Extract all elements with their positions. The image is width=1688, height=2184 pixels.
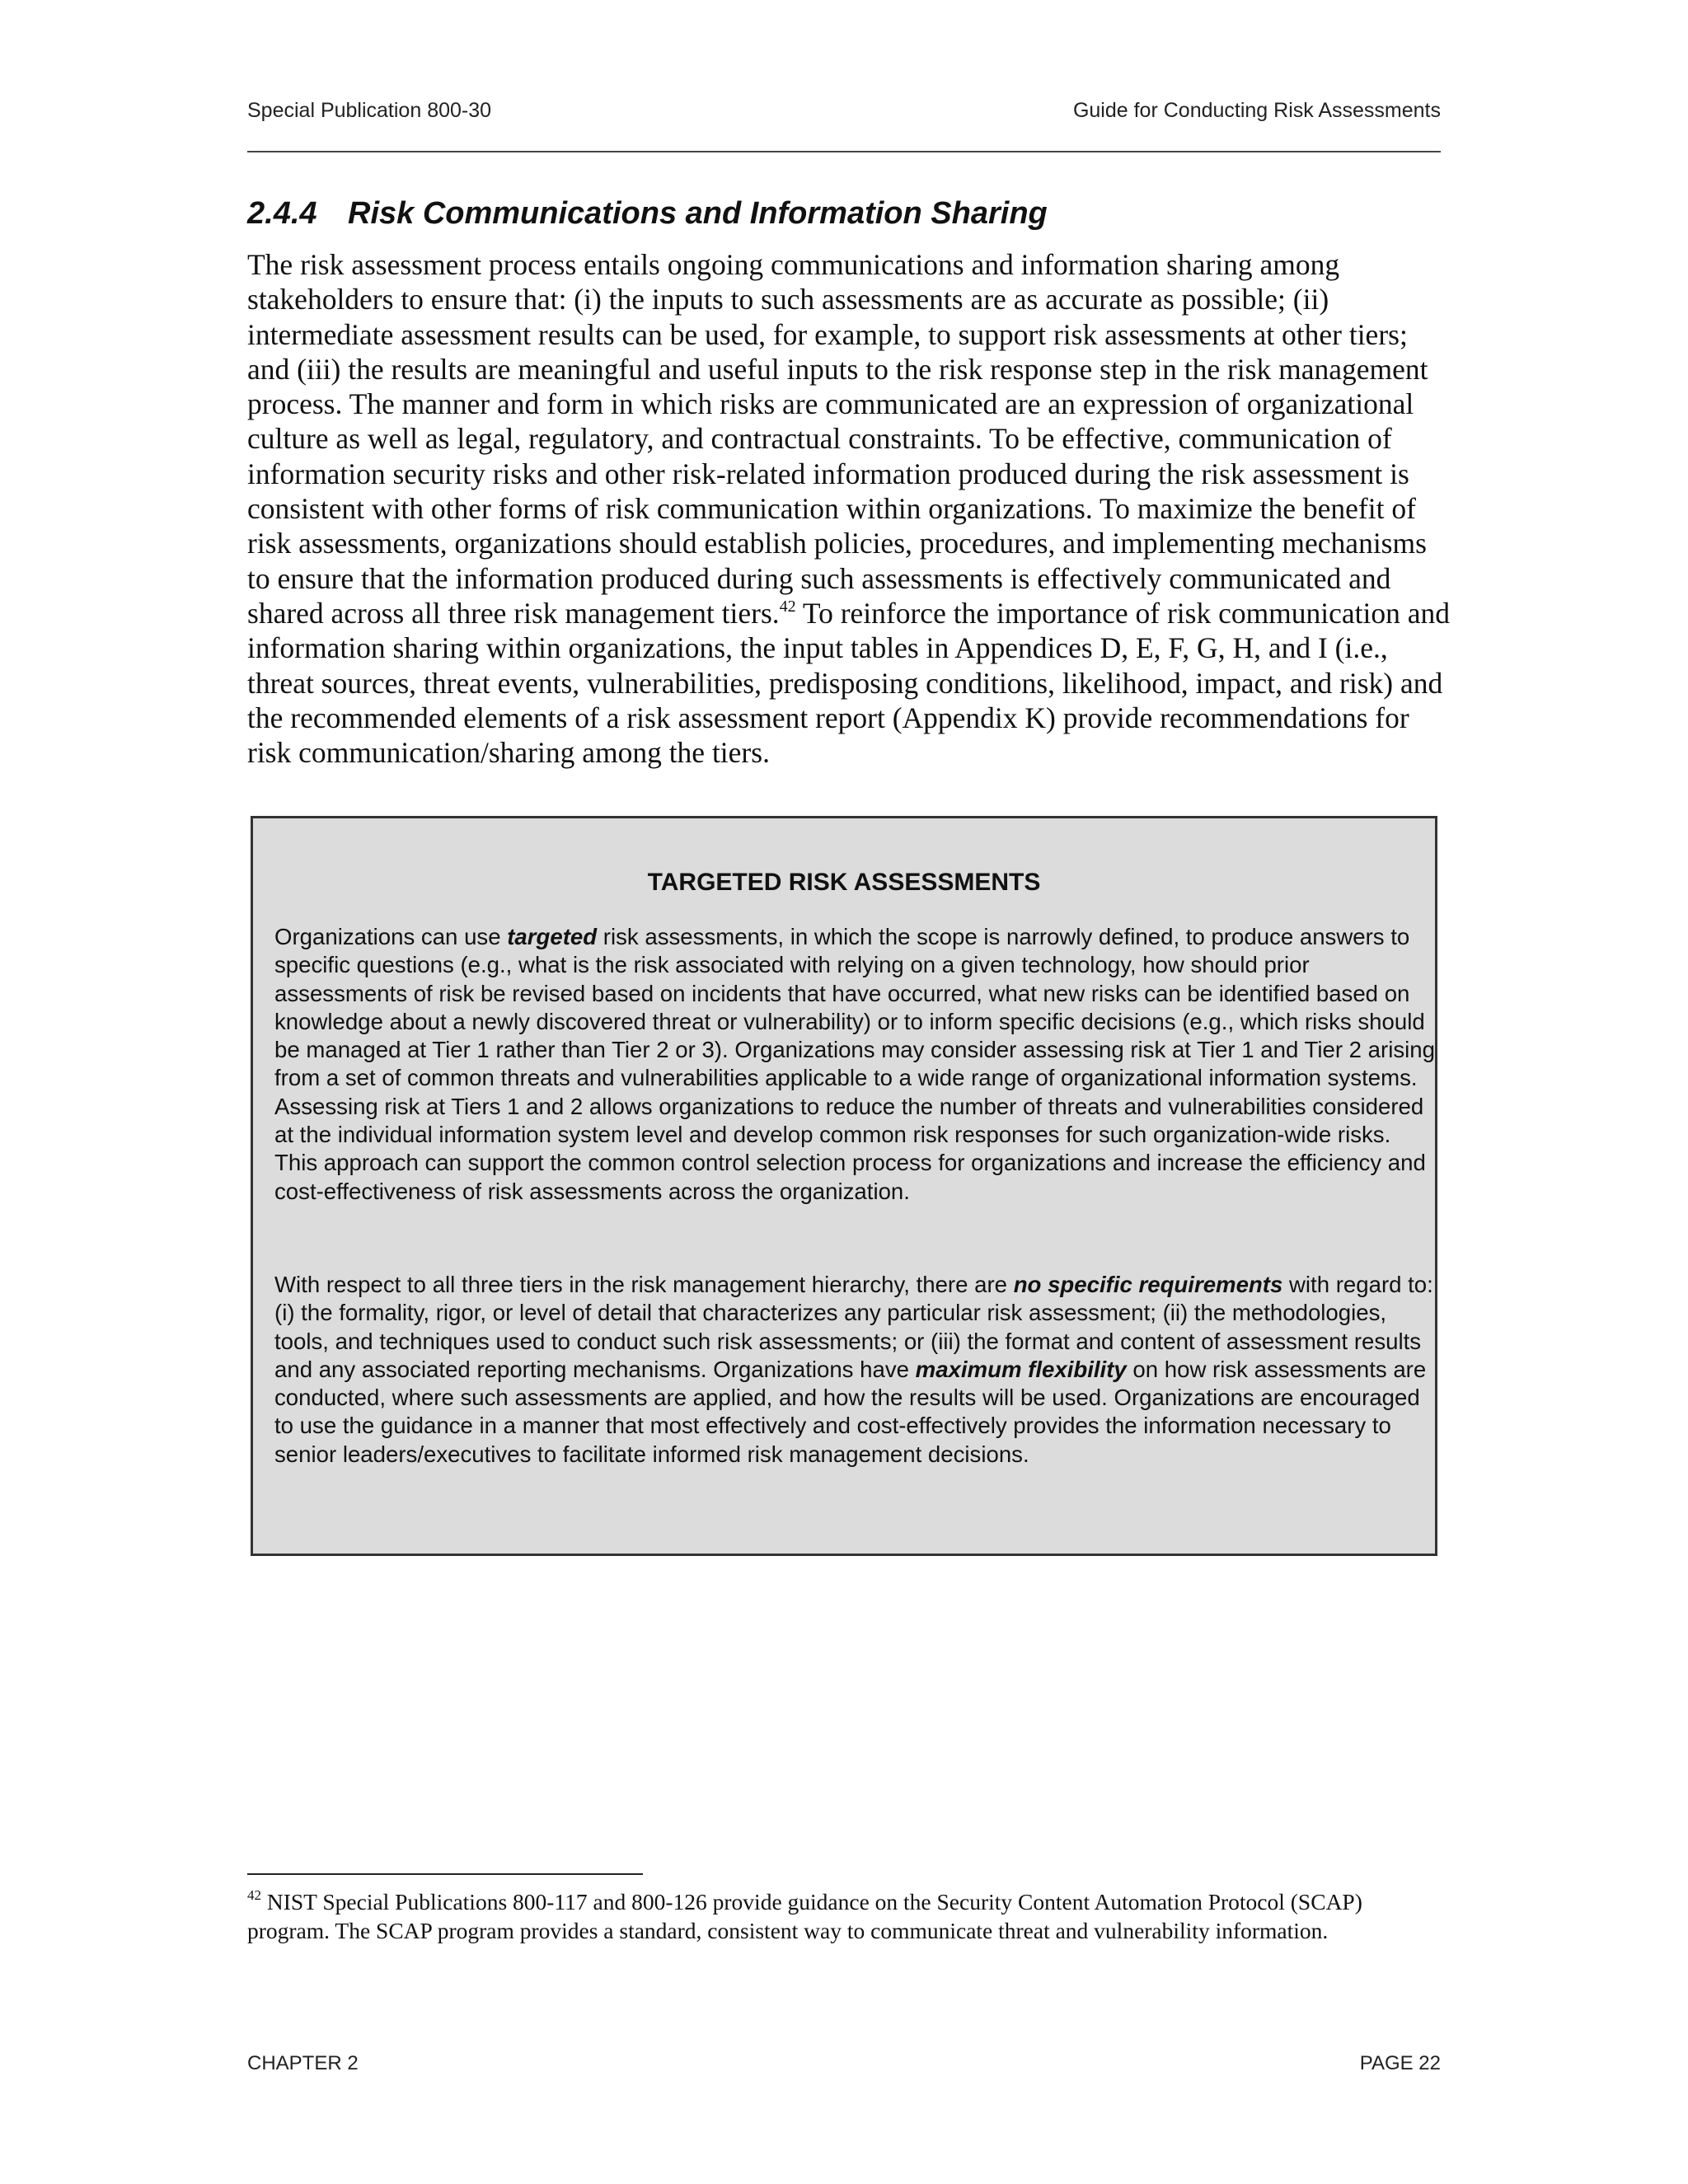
header-divider bbox=[247, 151, 1441, 152]
sidebar-p2-emphasis-2: maximum flexibility bbox=[915, 1356, 1127, 1382]
body-paragraph bbox=[247, 247, 1451, 770]
footer-page-number: PAGE 22 bbox=[1359, 2052, 1441, 2074]
header-document-title: Guide for Conducting Risk Assessments bbox=[1072, 99, 1441, 122]
section-title: Risk Communications and Information Sharing bbox=[348, 196, 1048, 231]
sidebar-p2-emphasis-1: no specific requirements bbox=[1013, 1272, 1283, 1297]
sidebar-title: TARGETED RISK ASSESSMENTS bbox=[647, 869, 1041, 896]
sidebar-p1-text-start: Organizations can use bbox=[274, 924, 508, 949]
targeted-risk-assessments-box bbox=[251, 816, 1437, 1556]
sidebar-paragraph-2 bbox=[274, 1271, 1437, 1469]
footnote-divider bbox=[247, 1873, 643, 1875]
body-text-part-2: To reinforce the importance of risk communication and information sharing within organizations, the input tables in Appendices D, E, F, G, H, and I (i.e., threat sources, threat events, vulnerabilities, predisposing conditions, likelihood, impact, and risk) and the recommended elements of a risk assessment report (Appendix K) provide recommendations for risk communication/sharing among the tiers. bbox=[247, 596, 1451, 770]
section-heading bbox=[247, 196, 1441, 232]
sidebar-p2-text-3: on how risk assessments are conducted, where such assessments are applied, and how the results will be used. Organizations are encouraged to use the guidance in a manner that most effectively and cost-effectively provides the information necessary to senior leaders/executives to facilitate informed risk management decisions. bbox=[274, 1356, 1427, 1467]
sidebar-paragraph-1 bbox=[274, 923, 1437, 1206]
footnote-number: 42 bbox=[247, 1887, 261, 1903]
section-number: 2.4.4 bbox=[247, 196, 317, 231]
sidebar-p1-text-end: risk assessments, in which the scope is narrowly defined, to produce answers to specific questions (e.g., what is the risk associated with relying on a given technology, how should prior assessments of risk be revised based on incidents that have occurred, what new risks can be identified based on knowledge about a newly discovered threat or vulnerability) or to inform specific decisions (e.g., which risks should be managed at Tier 1 rather than Tier 2 or 3). Organizations may consider assessing risk at Tier 1 and Tier 2 arising from a set of common threats and vulnerabilities applicable to a wide range of organizational information systems. Assessing risk at Tiers 1 and 2 allows organizations to reduce the number of threats and vulnerabilities considered at the individual information system level and develop common risk responses for such organization-wide risks. This approach can support the common control selection process for organizations and increase the efficiency and cost-effectiveness of risk assessments across the organization. bbox=[274, 924, 1435, 1204]
sidebar-p2-text-1: With respect to all three tiers in the risk management hierarchy, there are bbox=[274, 1272, 1014, 1297]
sidebar-p1-emphasis: targeted bbox=[507, 924, 598, 949]
body-text-part-1: The risk assessment process entails ongoing communications and information sharing among stakeholders to ensure that: (i) the inputs to such assessments are as accurate as possible; (ii) intermediate assessment results can be used, for example, to support risk assessments at other tiers; and (iii) the results are meaningful and useful inputs to the risk response step in the risk management process. The manner and form in which risks are communicated are an expression of organizational culture as well as legal, regulatory, and contractual constraints. To be effective, communication of information security risks and other risk-related information produced during the risk assessment is consistent with other forms of risk communication within organizations. To maximize the benefit of risk assessments, organizations should establish policies, procedures, and implementing mechanisms to ensure that the information produced during such assessments is effectively communicated and shared across all three risk management tiers. bbox=[247, 248, 1428, 630]
footnote bbox=[247, 1887, 1434, 1945]
page-footer bbox=[247, 2052, 1441, 2082]
footnote-reference[interactable]: 42 bbox=[779, 597, 796, 616]
sidebar-p2-text-2: with regard to: (i) the formality, rigor, or level of detail that characterizes any particular risk assessment; (ii) the methodologies, tools, and techniques used to conduct such risk assessments; or (iii) the format and content of assessment results and any associated reporting mechanisms. Organizations have bbox=[274, 1272, 1433, 1382]
footer-chapter: CHAPTER 2 bbox=[247, 2052, 359, 2074]
page-header bbox=[247, 99, 1441, 132]
header-publication-id: Special Publication 800-30 bbox=[247, 99, 492, 122]
footnote-text: NIST Special Publications 800-117 and 800-126 provide guidance on the Security Content Automation Protocol (SCAP) program. The SCAP program provides a standard, consistent way to communicate threat and vulnerability information. bbox=[247, 1889, 1362, 1943]
